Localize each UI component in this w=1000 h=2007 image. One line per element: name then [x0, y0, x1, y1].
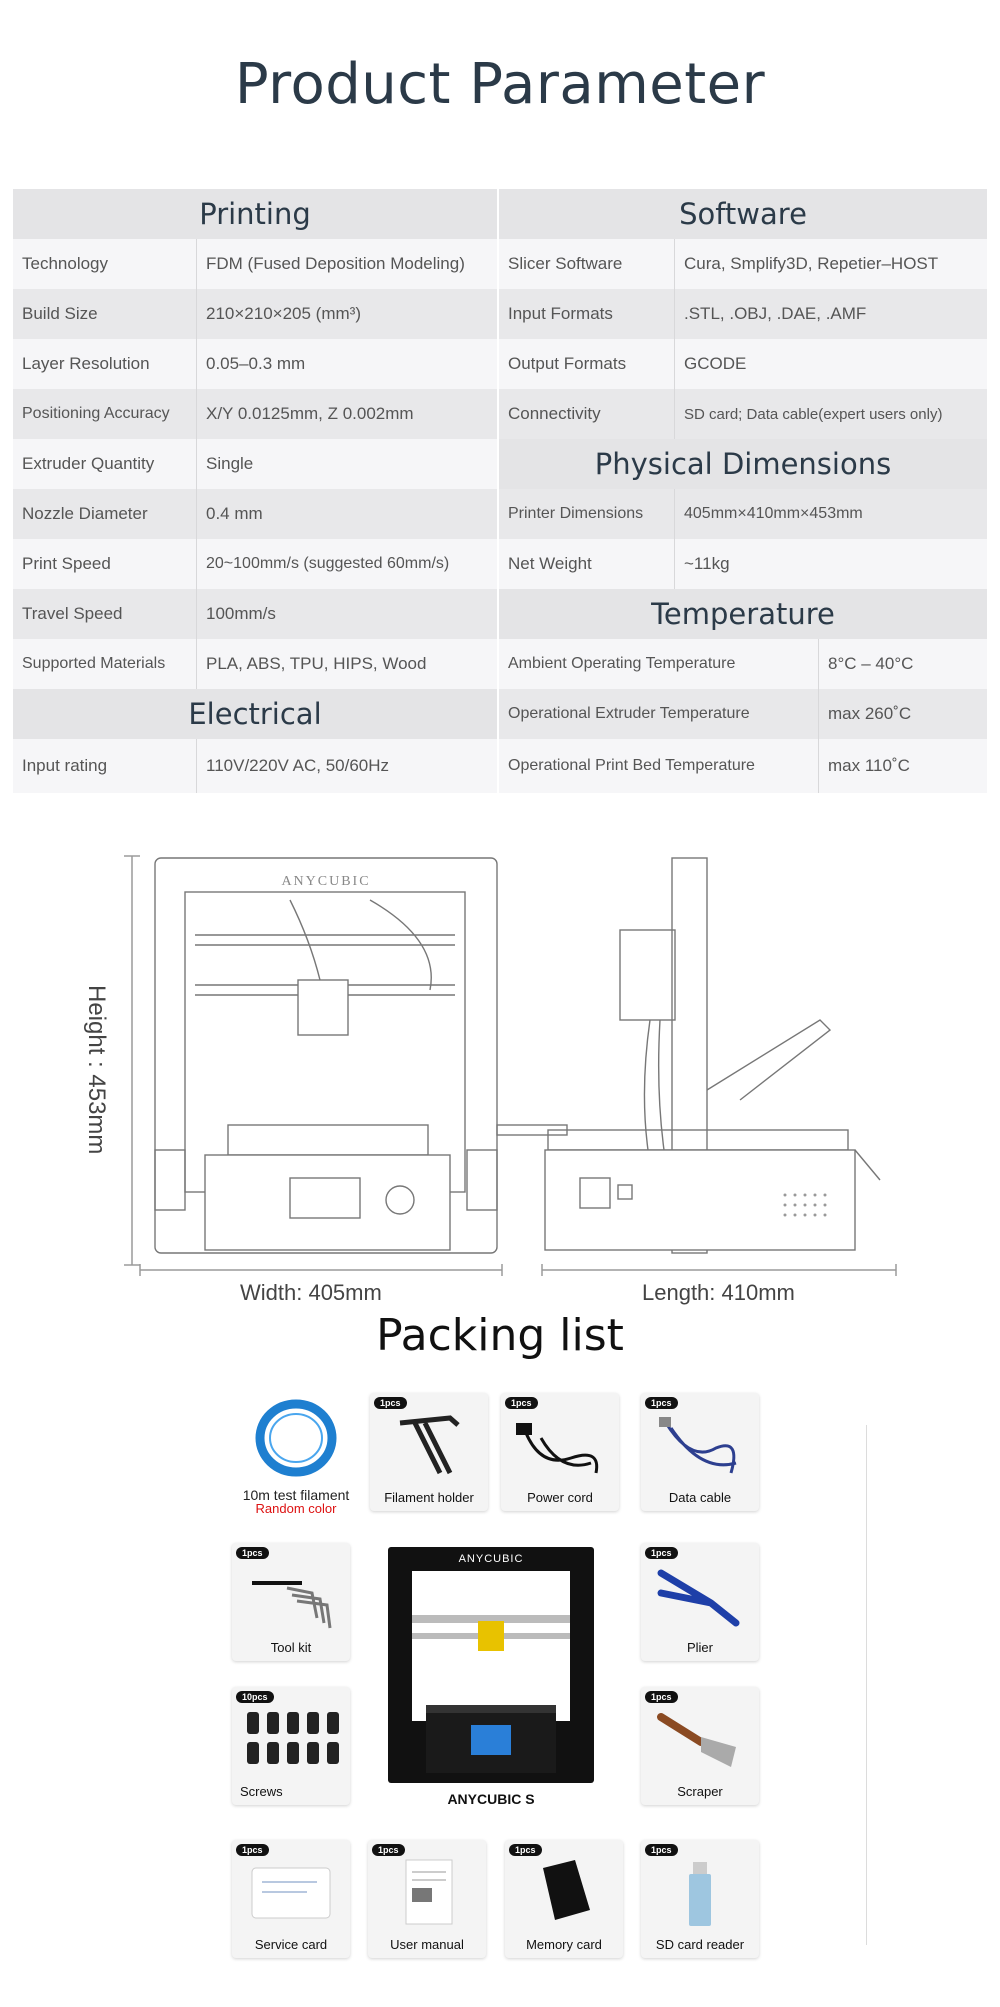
spec-table — [13, 189, 987, 793]
quantity-badge: 1pcs — [645, 1691, 678, 1703]
spec-label: Operational Extruder Temperature — [499, 689, 819, 739]
item-label: SD card reader — [655, 1937, 745, 1952]
tool-kit-icon — [232, 1543, 350, 1633]
spec-row-supported-materials — [13, 639, 497, 689]
spec-value: PLA, ABS, TPU, HIPS, Wood — [206, 654, 427, 673]
item-label: 10m test filament — [242, 1487, 350, 1503]
spec-value: 405mm×410mm×453mm — [684, 505, 863, 522]
item-screws — [232, 1687, 350, 1805]
side-rule — [866, 1425, 867, 1945]
spec-label: Travel Speed — [13, 589, 197, 639]
spec-row-input-rating — [13, 739, 497, 793]
spec-value: 20~100mm/s (suggested 60mm/s) — [206, 555, 450, 572]
quantity-badge: 10pcs — [236, 1691, 274, 1703]
quantity-badge: 1pcs — [509, 1844, 542, 1856]
filament-icon — [232, 1393, 360, 1489]
printer-icon — [386, 1545, 596, 1785]
spec-label: Output Formats — [499, 339, 675, 389]
printing-header: Printing — [13, 189, 497, 239]
spec-value: 0.05–0.3 mm — [206, 354, 306, 373]
spec-label: Net Weight — [499, 539, 675, 589]
item-memory-card — [505, 1840, 623, 1958]
quantity-badge: 1pcs — [645, 1844, 678, 1856]
spec-label: Input Formats — [499, 289, 675, 339]
spec-value: 8°C – 40°C — [828, 654, 914, 673]
spec-label: Positioning Accuracy — [13, 389, 197, 439]
item-label: Filament holder — [384, 1490, 474, 1505]
page-title: Product Parameter — [234, 52, 766, 117]
spec-value: 100mm/s — [206, 604, 276, 623]
quantity-badge: 1pcs — [645, 1397, 678, 1409]
quantity-badge: 1pcs — [236, 1844, 269, 1856]
item-label: Scraper — [677, 1784, 723, 1799]
spec-row-positioning-accuracy — [13, 389, 497, 439]
spec-label: Build Size — [13, 289, 197, 339]
software-header: Software — [499, 189, 987, 239]
spec-row-layer-resolution — [13, 339, 497, 389]
item-user-manual — [368, 1840, 486, 1958]
item-service-card — [232, 1840, 350, 1958]
spec-label: Supported Materials — [13, 639, 197, 689]
quantity-badge: 1pcs — [645, 1547, 678, 1559]
spec-label: Layer Resolution — [13, 339, 197, 389]
spec-label: Input rating — [13, 739, 197, 793]
spec-row-extruder-temp — [499, 689, 987, 739]
memory-card-icon — [505, 1840, 623, 1930]
spec-label: Printer Dimensions — [499, 489, 675, 539]
item-data-cable — [641, 1393, 759, 1511]
spec-value: 0.4 mm — [206, 504, 263, 523]
item-printer — [386, 1545, 596, 1815]
spec-value: FDM (Fused Deposition Modeling) — [206, 254, 465, 273]
item-filament — [232, 1393, 360, 1515]
item-plier — [641, 1543, 759, 1661]
item-label: Screws — [240, 1784, 283, 1799]
brand-text: ANYCUBIC — [281, 874, 371, 889]
service-card-icon — [232, 1840, 350, 1930]
spec-row-technology — [13, 239, 497, 289]
user-manual-icon — [368, 1840, 486, 1930]
spec-row-print-speed — [13, 539, 497, 589]
spec-value: 210×210×205 (mm³) — [206, 304, 361, 323]
item-label: Plier — [686, 1640, 713, 1655]
quantity-badge: 1pcs — [236, 1547, 269, 1559]
width-dimension-label: Width: 405mm — [240, 1280, 382, 1305]
spec-row-extruder-quantity — [13, 439, 497, 489]
spec-label: Ambient Operating Temperature — [499, 639, 819, 689]
item-tool-kit — [232, 1543, 350, 1661]
item-label: Memory card — [526, 1937, 602, 1952]
printer-dimension-drawing — [0, 840, 1000, 1310]
spec-label: Slicer Software — [499, 239, 675, 289]
packing-list-title: Packing list — [376, 1310, 624, 1361]
printer-brand: ANYCUBIC — [458, 1553, 524, 1565]
spec-label: Technology — [13, 239, 197, 289]
item-label: Power cord — [527, 1490, 593, 1505]
spec-row-output-formats — [499, 339, 987, 389]
item-filament-holder — [370, 1393, 488, 1511]
quantity-badge: 1pcs — [372, 1844, 405, 1856]
data-cable-icon — [641, 1393, 759, 1483]
spec-label: Nozzle Diameter — [13, 489, 197, 539]
spec-value: Single — [206, 454, 254, 473]
temperature-header: Temperature — [499, 589, 987, 639]
spec-value: X/Y 0.0125mm, Z 0.002mm — [206, 404, 414, 423]
quantity-badge: 1pcs — [505, 1397, 538, 1409]
spec-value: max 110˚C — [828, 756, 910, 775]
spec-row-ambient-temp — [499, 639, 987, 689]
sd-reader-icon — [641, 1840, 759, 1930]
spec-value: .STL, .OBJ, .DAE, .AMF — [684, 304, 867, 323]
spec-row-bed-temp — [499, 739, 987, 793]
filament-holder-icon — [370, 1393, 488, 1483]
spec-value: SD card; Data cable(expert users only) — [684, 405, 943, 423]
item-label: Data cable — [668, 1490, 732, 1505]
spec-value: 110V/220V AC, 50/60Hz — [206, 756, 390, 775]
spec-row-printer-dimensions — [499, 489, 987, 539]
scraper-icon — [641, 1687, 759, 1777]
spec-label: Extruder Quantity — [13, 439, 197, 489]
physical-header: Physical Dimensions — [499, 439, 987, 489]
spec-row-input-formats — [499, 289, 987, 339]
spec-label: Print Speed — [13, 539, 197, 589]
item-sd-reader — [641, 1840, 759, 1958]
item-label: User manual — [390, 1937, 464, 1952]
spec-row-build-size — [13, 289, 497, 339]
spec-value: max 260˚C — [828, 704, 912, 723]
spec-label: Operational Print Bed Temperature — [499, 739, 819, 793]
spec-value: Cura, Smplify3D, Repetier–HOST — [684, 254, 939, 273]
quantity-badge: 1pcs — [374, 1397, 407, 1409]
spec-row-net-weight — [499, 539, 987, 589]
printer-label: ANYCUBIC S — [447, 1791, 535, 1807]
spec-row-slicer — [499, 239, 987, 289]
spec-value: GCODE — [684, 354, 747, 373]
electrical-header: Electrical — [13, 689, 497, 739]
spec-row-nozzle-diameter — [13, 489, 497, 539]
height-dimension-label: Height : 453mm — [83, 985, 110, 1155]
item-label: Tool kit — [270, 1640, 312, 1655]
length-dimension-label: Length: 410mm — [642, 1280, 795, 1305]
spec-row-connectivity — [499, 389, 987, 439]
screws-icon — [232, 1687, 350, 1777]
item-label: Service card — [254, 1937, 328, 1952]
plier-icon — [641, 1543, 759, 1633]
spec-row-travel-speed — [13, 589, 497, 639]
spec-label: Connectivity — [499, 389, 675, 439]
power-cord-icon — [501, 1393, 619, 1483]
spec-value: ~11kg — [684, 554, 730, 573]
item-power-cord — [501, 1393, 619, 1511]
item-scraper — [641, 1687, 759, 1805]
item-note: Random color — [255, 1501, 337, 1516]
